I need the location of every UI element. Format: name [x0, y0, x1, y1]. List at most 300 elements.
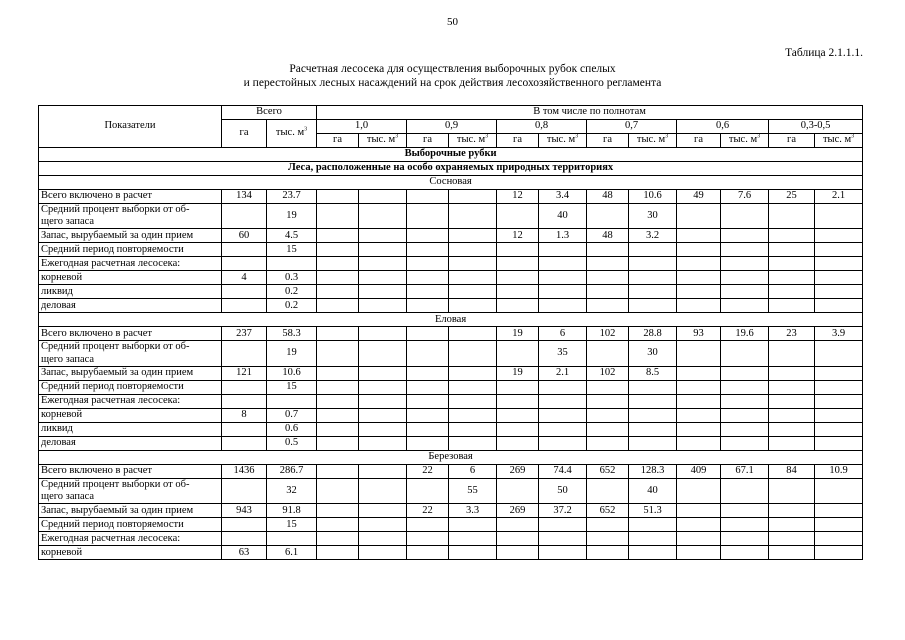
value-cell: [587, 532, 629, 546]
value-cell: [497, 380, 539, 394]
value-cell: [407, 408, 449, 422]
value-cell: [317, 271, 359, 285]
value-cell: [222, 204, 267, 229]
value-cell: [815, 478, 863, 503]
value-cell: 0.5: [267, 436, 317, 450]
subsection-title: [39, 162, 863, 176]
value-cell: [629, 408, 677, 422]
value-cell: [317, 532, 359, 546]
value-cell: [769, 408, 815, 422]
header-including: В том числе по полнотам: [317, 106, 863, 120]
header-total: Всего: [222, 106, 317, 120]
value-cell: [539, 532, 587, 546]
table-row: [39, 422, 863, 436]
value-cell: 3.2: [629, 229, 677, 243]
value-cell: 25: [769, 190, 815, 204]
value-cell: [497, 478, 539, 503]
value-cell: 10.9: [815, 464, 863, 478]
value-cell: [769, 422, 815, 436]
value-cell: 37.2: [539, 504, 587, 518]
table-row: [39, 257, 863, 271]
table-row: [39, 380, 863, 394]
value-cell: 74.4: [539, 464, 587, 478]
row-label: ликвид: [39, 285, 222, 299]
value-cell: 48: [587, 229, 629, 243]
value-cell: [769, 299, 815, 313]
header-unit-ha: га: [769, 134, 815, 148]
value-cell: [721, 394, 769, 408]
value-cell: 23: [769, 327, 815, 341]
group-title: [39, 176, 863, 190]
value-cell: [721, 243, 769, 257]
value-cell: [317, 243, 359, 257]
value-cell: [677, 204, 721, 229]
value-cell: [721, 299, 769, 313]
value-cell: [769, 546, 815, 560]
value-cell: 102: [587, 327, 629, 341]
value-cell: [539, 257, 587, 271]
table-row: [39, 229, 863, 243]
header-unit-m3: тыс. $м^3$: [815, 134, 863, 148]
value-cell: [629, 271, 677, 285]
value-cell: [587, 518, 629, 532]
value-cell: 10.6: [267, 366, 317, 380]
value-cell: 12: [497, 229, 539, 243]
value-cell: [359, 366, 407, 380]
row-label: Средний процент выборки от об- щего запаса: [39, 341, 222, 366]
group-title: [39, 450, 863, 464]
value-cell: [222, 422, 267, 436]
header-unit-m3: тыс. $м^3$: [359, 134, 407, 148]
value-cell: [587, 394, 629, 408]
group-title-cell: Сосновая: [39, 176, 863, 190]
value-cell: [539, 380, 587, 394]
value-cell: [497, 532, 539, 546]
value-cell: 2.1: [539, 366, 587, 380]
value-cell: [317, 257, 359, 271]
value-cell: [449, 546, 497, 560]
value-cell: [721, 341, 769, 366]
value-cell: 19: [267, 204, 317, 229]
value-cell: 0.2: [267, 285, 317, 299]
header-unit-m3: тыс. $м^3$: [629, 134, 677, 148]
value-cell: [539, 408, 587, 422]
value-cell: [222, 341, 267, 366]
value-cell: [449, 380, 497, 394]
value-cell: [497, 408, 539, 422]
group-title-cell: Еловая: [39, 313, 863, 327]
row-label: корневой: [39, 271, 222, 285]
value-cell: [317, 204, 359, 229]
value-cell: 0.2: [267, 299, 317, 313]
value-cell: [359, 504, 407, 518]
value-cell: [677, 271, 721, 285]
value-cell: 269: [497, 464, 539, 478]
header-total-ha: га: [222, 120, 267, 148]
value-cell: [449, 204, 497, 229]
value-cell: [407, 366, 449, 380]
value-cell: [587, 243, 629, 257]
value-cell: [359, 518, 407, 532]
value-cell: [449, 285, 497, 299]
value-cell: [721, 380, 769, 394]
value-cell: [317, 229, 359, 243]
value-cell: [721, 518, 769, 532]
value-cell: [497, 257, 539, 271]
group-title: [39, 313, 863, 327]
value-cell: 8.5: [629, 366, 677, 380]
value-cell: [222, 394, 267, 408]
value-cell: [359, 532, 407, 546]
value-cell: [407, 341, 449, 366]
value-cell: 3.9: [815, 327, 863, 341]
table-row: [39, 436, 863, 450]
value-cell: [407, 299, 449, 313]
value-cell: [359, 299, 407, 313]
group-title-cell: Березовая: [39, 450, 863, 464]
value-cell: [677, 504, 721, 518]
row-label: Запас, вырубаемый за один прием: [39, 366, 222, 380]
value-cell: [815, 229, 863, 243]
header-density-3: 0,8: [497, 120, 587, 134]
value-cell: [449, 327, 497, 341]
value-cell: 652: [587, 464, 629, 478]
row-label: Средний процент выборки от об- щего запаса: [39, 204, 222, 229]
value-cell: [769, 271, 815, 285]
value-cell: [449, 271, 497, 285]
table-row: [39, 464, 863, 478]
value-cell: [677, 532, 721, 546]
value-cell: [815, 504, 863, 518]
value-cell: [359, 229, 407, 243]
value-cell: [449, 532, 497, 546]
value-cell: 28.8: [629, 327, 677, 341]
value-cell: 4: [222, 271, 267, 285]
value-cell: [815, 341, 863, 366]
row-label: Средний период повторяемости: [39, 380, 222, 394]
value-cell: [587, 204, 629, 229]
table-row: [39, 478, 863, 503]
header-density-1: 1,0: [317, 120, 407, 134]
value-cell: [539, 394, 587, 408]
value-cell: [677, 394, 721, 408]
value-cell: 63: [222, 546, 267, 560]
value-cell: 102: [587, 366, 629, 380]
value-cell: [317, 299, 359, 313]
value-cell: [769, 204, 815, 229]
header-unit-ha: га: [677, 134, 721, 148]
value-cell: 19: [497, 327, 539, 341]
value-cell: [407, 190, 449, 204]
value-cell: [407, 229, 449, 243]
value-cell: [317, 341, 359, 366]
value-cell: [407, 257, 449, 271]
header-unit-m3: тыс. $м^3$: [539, 134, 587, 148]
value-cell: [267, 257, 317, 271]
header-unit-m3: тыс. $м^3$: [449, 134, 497, 148]
table-header: [39, 106, 863, 148]
value-cell: [677, 436, 721, 450]
value-cell: 19: [267, 341, 317, 366]
value-cell: [815, 532, 863, 546]
value-cell: [721, 546, 769, 560]
table-row: [39, 204, 863, 229]
value-cell: [815, 422, 863, 436]
value-cell: [539, 271, 587, 285]
value-cell: 1436: [222, 464, 267, 478]
value-cell: [769, 229, 815, 243]
table-row: [39, 190, 863, 204]
value-cell: 30: [629, 341, 677, 366]
value-cell: [769, 257, 815, 271]
table-row: [39, 341, 863, 366]
table-row: [39, 518, 863, 532]
value-cell: [497, 546, 539, 560]
value-cell: [407, 394, 449, 408]
header-density-6: 0,3-0,5: [769, 120, 863, 134]
header-density-5: 0,6: [677, 120, 769, 134]
row-label: Ежегодная расчетная лесосека:: [39, 532, 222, 546]
value-cell: 0.7: [267, 408, 317, 422]
value-cell: 15: [267, 243, 317, 257]
value-cell: [587, 257, 629, 271]
value-cell: [359, 408, 407, 422]
value-cell: [359, 422, 407, 436]
table-row: [39, 532, 863, 546]
value-cell: 35: [539, 341, 587, 366]
value-cell: [359, 394, 407, 408]
value-cell: 84: [769, 464, 815, 478]
value-cell: [629, 394, 677, 408]
header-density-4: 0,7: [587, 120, 677, 134]
section-title-cell: Выборочные рубки: [39, 148, 863, 162]
value-cell: [815, 204, 863, 229]
value-cell: [222, 243, 267, 257]
table-row: [39, 285, 863, 299]
value-cell: [317, 546, 359, 560]
value-cell: [359, 204, 407, 229]
value-cell: [587, 478, 629, 503]
value-cell: 91.8: [267, 504, 317, 518]
value-cell: 15: [267, 518, 317, 532]
value-cell: [677, 380, 721, 394]
value-cell: [359, 257, 407, 271]
value-cell: [769, 518, 815, 532]
value-cell: [815, 408, 863, 422]
value-cell: [407, 380, 449, 394]
value-cell: [222, 257, 267, 271]
value-cell: [677, 229, 721, 243]
value-cell: 40: [629, 478, 677, 503]
value-cell: [629, 518, 677, 532]
row-label: Средний процент выборки от об- щего запаса: [39, 478, 222, 503]
value-cell: [317, 422, 359, 436]
title-line-1: Расчетная лесосека для осуществления выборочных рубок спелых: [289, 63, 616, 75]
value-cell: [222, 436, 267, 450]
row-label: корневой: [39, 546, 222, 560]
table-row: [39, 394, 863, 408]
value-cell: [222, 532, 267, 546]
value-cell: [317, 380, 359, 394]
value-cell: [587, 422, 629, 436]
table-row: [39, 504, 863, 518]
value-cell: [721, 229, 769, 243]
table-body: [39, 148, 863, 560]
value-cell: [407, 518, 449, 532]
value-cell: 50: [539, 478, 587, 503]
header-unit-m3: тыс. $м^3$: [721, 134, 769, 148]
value-cell: [359, 380, 407, 394]
value-cell: 134: [222, 190, 267, 204]
value-cell: [317, 394, 359, 408]
forest-harvest-table: [38, 105, 863, 560]
value-cell: [629, 546, 677, 560]
value-cell: [769, 436, 815, 450]
row-label: Запас, вырубаемый за один прием: [39, 504, 222, 518]
value-cell: [721, 504, 769, 518]
value-cell: [497, 285, 539, 299]
subsection-title-cell: Леса, расположенные на особо охраняемых природных территориях: [39, 162, 863, 176]
row-label: Ежегодная расчетная лесосека:: [39, 394, 222, 408]
value-cell: [539, 299, 587, 313]
value-cell: 1.3: [539, 229, 587, 243]
value-cell: [449, 436, 497, 450]
value-cell: 60: [222, 229, 267, 243]
value-cell: 10.6: [629, 190, 677, 204]
value-cell: [449, 366, 497, 380]
value-cell: [815, 380, 863, 394]
value-cell: [407, 546, 449, 560]
value-cell: 8: [222, 408, 267, 422]
value-cell: 55: [449, 478, 497, 503]
value-cell: [677, 341, 721, 366]
value-cell: [407, 243, 449, 257]
value-cell: [359, 190, 407, 204]
value-cell: [222, 299, 267, 313]
value-cell: [539, 436, 587, 450]
value-cell: [815, 299, 863, 313]
value-cell: [815, 271, 863, 285]
row-label: деловая: [39, 436, 222, 450]
title-line-2: и перестойных лесных насаждений на срок действия лесохозяйственного регламента: [243, 77, 662, 89]
value-cell: [721, 285, 769, 299]
value-cell: [359, 436, 407, 450]
value-cell: [497, 436, 539, 450]
value-cell: [721, 478, 769, 503]
value-cell: [677, 518, 721, 532]
value-cell: [317, 504, 359, 518]
value-cell: [497, 518, 539, 532]
value-cell: [721, 366, 769, 380]
value-cell: 286.7: [267, 464, 317, 478]
value-cell: [815, 436, 863, 450]
value-cell: [407, 422, 449, 436]
value-cell: [317, 436, 359, 450]
value-cell: 19: [497, 366, 539, 380]
value-cell: 40: [539, 204, 587, 229]
table-row: [39, 299, 863, 313]
value-cell: [359, 243, 407, 257]
value-cell: 32: [267, 478, 317, 503]
table-row: [39, 408, 863, 422]
value-cell: [769, 380, 815, 394]
value-cell: [317, 478, 359, 503]
value-cell: [677, 546, 721, 560]
value-cell: 3.4: [539, 190, 587, 204]
value-cell: 121: [222, 366, 267, 380]
value-cell: [267, 532, 317, 546]
value-cell: [587, 299, 629, 313]
value-cell: [629, 436, 677, 450]
header-unit-ha: га: [317, 134, 359, 148]
value-cell: [317, 366, 359, 380]
value-cell: [677, 285, 721, 299]
value-cell: [317, 285, 359, 299]
value-cell: [317, 464, 359, 478]
value-cell: [407, 271, 449, 285]
value-cell: 15: [267, 380, 317, 394]
value-cell: 943: [222, 504, 267, 518]
value-cell: [815, 518, 863, 532]
value-cell: [317, 327, 359, 341]
value-cell: [497, 422, 539, 436]
table-title: [0, 62, 905, 90]
value-cell: [359, 546, 407, 560]
row-label: корневой: [39, 408, 222, 422]
value-cell: [449, 299, 497, 313]
row-label: Всего включено в расчет: [39, 190, 222, 204]
value-cell: [267, 394, 317, 408]
value-cell: 48: [587, 190, 629, 204]
value-cell: [497, 271, 539, 285]
value-cell: [359, 478, 407, 503]
value-cell: 49: [677, 190, 721, 204]
value-cell: [317, 408, 359, 422]
header-unit-ha: га: [407, 134, 449, 148]
value-cell: 6: [449, 464, 497, 478]
value-cell: 67.1: [721, 464, 769, 478]
value-cell: [407, 478, 449, 503]
value-cell: [721, 204, 769, 229]
value-cell: [359, 271, 407, 285]
value-cell: [769, 366, 815, 380]
header-indicators: Показатели: [39, 106, 222, 148]
value-cell: [677, 257, 721, 271]
value-cell: [497, 204, 539, 229]
value-cell: [587, 546, 629, 560]
value-cell: 128.3: [629, 464, 677, 478]
row-label: Средний период повторяемости: [39, 518, 222, 532]
value-cell: [222, 380, 267, 394]
value-cell: [629, 243, 677, 257]
row-label: деловая: [39, 299, 222, 313]
value-cell: [815, 243, 863, 257]
value-cell: [587, 341, 629, 366]
value-cell: 58.3: [267, 327, 317, 341]
value-cell: [587, 436, 629, 450]
value-cell: [539, 518, 587, 532]
value-cell: [629, 257, 677, 271]
value-cell: [359, 285, 407, 299]
table-row: [39, 546, 863, 560]
value-cell: [721, 257, 769, 271]
value-cell: [497, 341, 539, 366]
value-cell: [449, 422, 497, 436]
value-cell: [587, 271, 629, 285]
value-cell: [629, 532, 677, 546]
value-cell: [359, 341, 407, 366]
value-cell: [407, 532, 449, 546]
